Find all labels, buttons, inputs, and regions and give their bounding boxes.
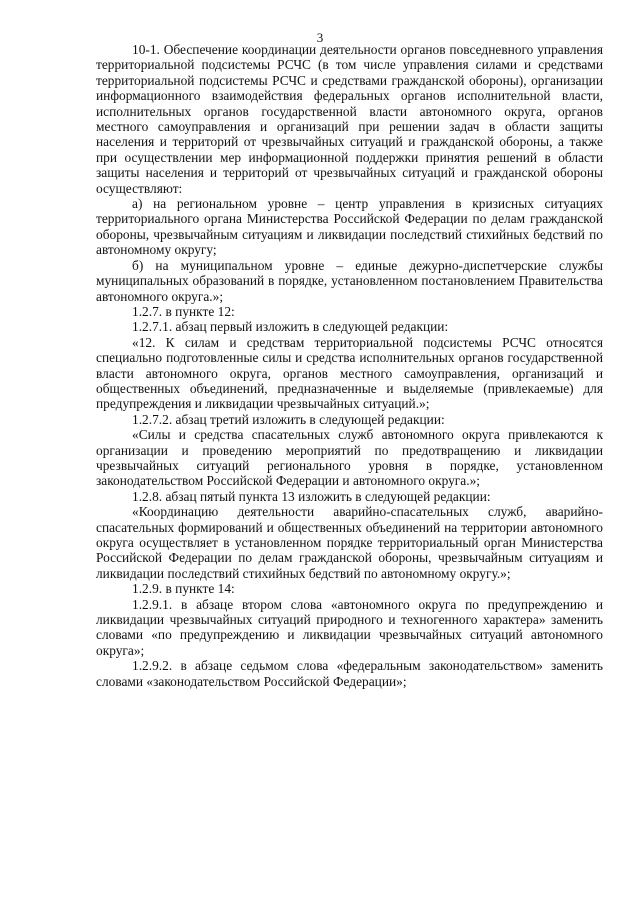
paragraph-b: б) на муниципальном уровне – единые дежурно-диспетчерские службы муниципальных образований в порядке, установленном постановлением Правительства автономного округа.»; <box>96 257 603 304</box>
paragraph-coordination: «Координацию деятельности аварийно-спасательных служб, аварийно-спасательных формирований и общественных объединений на территории автономного округа осуществляет в установленном порядке территориальный орган Министерства Российской Федерации по делам гражданской обороны, чрезвычайным ситуациям и ликвидации последствий стихийных бедствий по автономному округу.»; <box>96 504 603 581</box>
paragraph-a: а) на региональном уровне – центр управления в кризисных ситуациях территориального органа Министерства Российской Федерации по делам гражданской обороны, чрезвычайным ситуациям и ликвидации последствий стихийных бедствий по автономному округу; <box>96 196 603 258</box>
paragraph-12: «12. К силам и средствам территориальной подсистемы РСЧС относятся специально подготовленные силы и средства исполнительных органов государственной власти автономного округа, органов местного самоуправления, организаций и общественных объединений, предназначенные и выделяемые (привлекаемые) для предупреждения и ликвидации чрезвычайных ситуаций.»; <box>96 334 603 412</box>
page-number: 3 <box>316 30 324 45</box>
document-body <box>96 42 603 689</box>
paragraph-1-2-9: 1.2.9. в пункте 14: <box>132 581 235 597</box>
paragraph-1-2-7-2: 1.2.7.2. абзац третий изложить в следующей редакции: <box>132 411 445 427</box>
paragraph-1-2-9-2: 1.2.9.2. в абзаце седьмом слова «федеральным законодательством» заменить словами «законодательством Российской Федерации»; <box>96 658 603 689</box>
paragraph-1-2-8: 1.2.8. абзац пятый пункта 13 изложить в следующей редакции: <box>132 488 491 504</box>
paragraph-1-2-7: 1.2.7. в пункте 12: <box>132 303 235 319</box>
paragraph-1-2-9-1: 1.2.9.1. в абзаце втором слова «автономного округа по предупреждению и ликвидации чрезвычайных ситуаций природного и техногенного характера» заменить словами «по предупреждению и ликвидации чрезвычайных ситуаций автономного округа»; <box>96 596 603 658</box>
paragraph-1-2-7-1: 1.2.7.1. абзац первый изложить в следующей редакции: <box>132 319 449 335</box>
paragraph-10-1: 10-1. Обеспечение координации деятельности органов повседневного управления территориальной подсистемы РСЧС (в том числе управления силами и средствами территориальной подсистемы РСЧС и средствами гражданской обороны), организации информационного взаимодействия федеральных органов исполнительной власти, исполнительных органов государственной власти автономного округа, органов местного самоуправления и организаций при решении задач в области защиты населения и территорий от чрезвычайных ситуаций и гражданской обороны, а также при осуществлении мер информационной поддержки принятия решений в области защиты населения и территорий от чрезвычайных ситуаций и гражданской обороны осуществляют: <box>96 42 603 196</box>
paragraph-forces: «Силы и средства спасательных служб автономного округа привлекаются к организации и проведению мероприятий по предотвращению и ликвидации чрезвычайных ситуаций регионального уровня в порядке, установленном законодательством Российской Федерации и автономного округа.»; <box>96 427 603 489</box>
